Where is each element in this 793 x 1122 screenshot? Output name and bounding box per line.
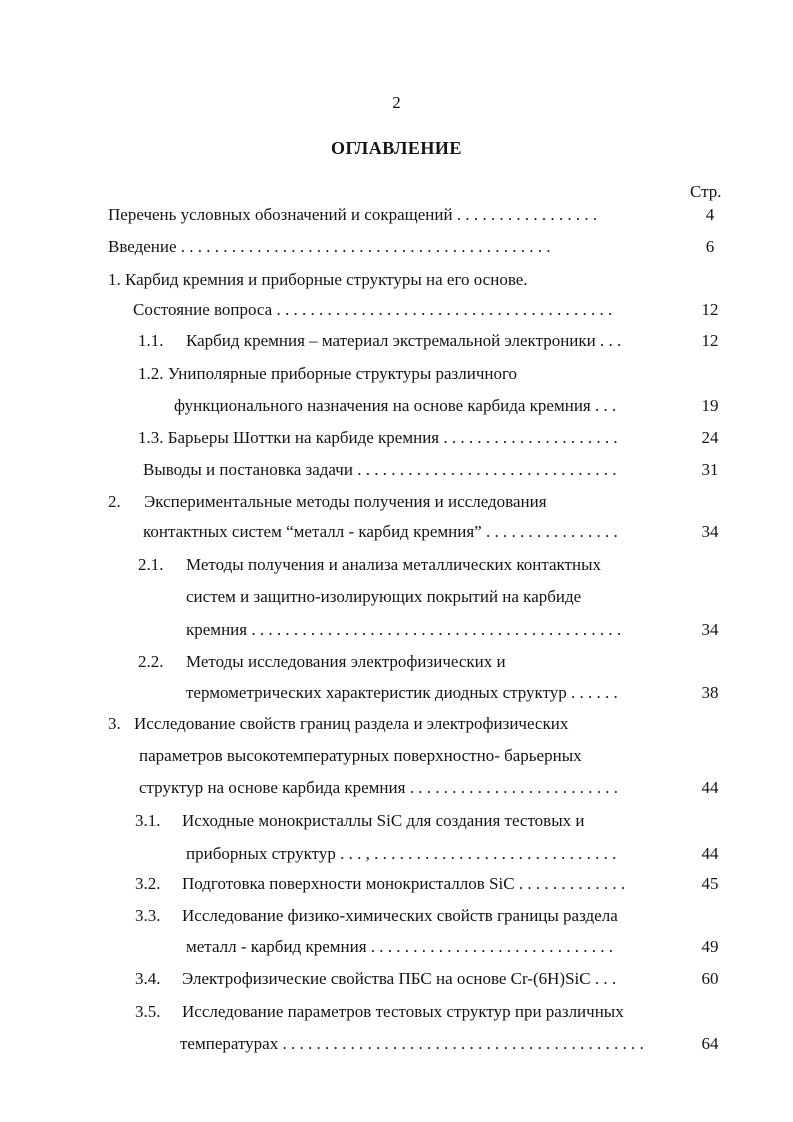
toc-entry-text: Методы получения и анализа металлических контактных bbox=[186, 555, 601, 574]
page-title: ОГЛАВЛЕНИЕ bbox=[331, 138, 462, 158]
toc-entry bbox=[186, 683, 618, 703]
toc-entry-text: Исследование физико-химических свойств границы раздела bbox=[182, 906, 618, 925]
toc-page-number: 49 bbox=[701, 937, 719, 956]
toc-leader-dots: . . . bbox=[600, 331, 622, 350]
toc-entry bbox=[108, 492, 547, 512]
toc-entry bbox=[143, 460, 616, 480]
toc-entry-text: структур на основе карбида кремния bbox=[139, 778, 406, 797]
toc-entry-text: температурах bbox=[180, 1034, 279, 1053]
toc-entry-text: контактных систем “металл - карбид кремния” bbox=[143, 522, 482, 541]
toc-entry-text: 1. Карбид кремния и приборные структуры на его основе. bbox=[108, 270, 528, 289]
toc-entry bbox=[138, 364, 517, 384]
toc-entry-text: Подготовка поверхности монокристаллов SiC bbox=[182, 874, 515, 893]
toc-leader-dots: . . . . . . . . . . . . . . . . . . . . . bbox=[443, 428, 618, 447]
toc-entry-text: Исходные монокристаллы SiC для создания тестовых и bbox=[182, 811, 585, 830]
toc-entry-number: 3.3. bbox=[135, 906, 161, 925]
toc-entry-text: 1.2. Униполярные приборные структуры различного bbox=[138, 364, 518, 383]
toc-entry bbox=[138, 428, 618, 448]
toc-page-number: 38 bbox=[701, 683, 719, 702]
toc-entry-number: 3.2. bbox=[135, 874, 161, 893]
toc-leader-dots: . . . . . . . . . . . . . . . . . . . . . . . . . . . . . . . . . . . . . . . . . . . bbox=[282, 1034, 644, 1053]
toc-entry-text: функционального назначения на основе карбида кремния bbox=[174, 396, 591, 415]
toc-page-number: 19 bbox=[701, 396, 719, 415]
toc-entry bbox=[133, 300, 612, 320]
toc-page-number: 31 bbox=[701, 460, 719, 479]
toc-leader-dots: . . . bbox=[595, 396, 617, 415]
toc-entry bbox=[186, 620, 621, 640]
toc-entry-text: Введение bbox=[108, 237, 177, 256]
toc-entry bbox=[139, 746, 582, 766]
toc-page-number: 45 bbox=[701, 874, 719, 893]
toc-entry bbox=[138, 652, 506, 672]
toc-leader-dots: . . . . . . . . . . . . . . . . . . . . . . . . . . . . . . . bbox=[357, 460, 617, 479]
toc-leader-dots: . . . . . . . . . . . . . . . . . . . . . . . . . . . . . . . . . . . . . . . . . . . . bbox=[251, 620, 622, 639]
toc-entry bbox=[135, 811, 584, 831]
toc-entry-number: 3. bbox=[108, 714, 121, 733]
toc-entry-text: металл - карбид кремния bbox=[186, 937, 367, 956]
toc-entry bbox=[138, 331, 621, 351]
toc-page-number: 24 bbox=[701, 428, 719, 447]
toc-page-number: 12 bbox=[701, 300, 719, 319]
toc-entry bbox=[139, 778, 618, 798]
page-column-header: Стр. bbox=[690, 182, 722, 201]
toc-leader-dots: . . . . . . . . . . . . . . . . . bbox=[456, 205, 598, 224]
page-number: 2 bbox=[392, 93, 401, 112]
toc-entry-text: приборных структур bbox=[186, 844, 336, 863]
toc-leader-dots: . . . . . . . . . . . . . . . . . . . . . . . . . bbox=[409, 778, 618, 797]
toc-entry bbox=[138, 555, 601, 575]
toc-entry-text: термометрических характеристик диодных структур bbox=[186, 683, 567, 702]
toc-entry bbox=[186, 587, 581, 607]
toc-entry-text: Выводы и постановка задачи bbox=[143, 460, 353, 479]
toc-entry-number: 2. bbox=[108, 492, 121, 511]
toc-entry bbox=[186, 937, 613, 957]
toc-entry-number: 2.2. bbox=[138, 652, 164, 671]
toc-leader-dots: . . . . . . . . . . . . . bbox=[518, 874, 626, 893]
toc-entry-text: Состояние вопроса bbox=[133, 300, 273, 319]
toc-page-number: 34 bbox=[701, 522, 719, 541]
toc-page-number: 60 bbox=[701, 969, 719, 988]
toc-entry-number: 3.1. bbox=[135, 811, 161, 830]
toc-entry-text: параметров высокотемпературных поверхностно- барьерных bbox=[139, 746, 582, 765]
toc-page-number: 44 bbox=[701, 778, 719, 797]
toc-entry-text: Карбид кремния – материал экстремальной электроники bbox=[186, 331, 596, 350]
toc-leader-dots: . . . . . . . . . . . . . . . . . . . . . . . . . . . . . . . . . . . . . . . . bbox=[276, 300, 613, 319]
toc-entry bbox=[135, 969, 616, 989]
toc-entry bbox=[108, 714, 568, 734]
toc-leader-dots: . . . bbox=[594, 969, 617, 988]
toc-entry-text: Исследование параметров тестовых структур при различных bbox=[182, 1002, 624, 1021]
toc-entry bbox=[108, 270, 528, 290]
toc-entry bbox=[135, 906, 618, 926]
toc-entry bbox=[186, 844, 616, 864]
toc-entry-number: 3.4. bbox=[135, 969, 161, 988]
toc-leader-dots: . . . . . . . . . . . . . . . . . . . . . . . . . . . . . . . . . . . . . . . . . . . . bbox=[180, 237, 551, 256]
toc-entry-text: Перечень условных обозначений и сокращений bbox=[108, 205, 453, 224]
toc-leader-dots: . . . . . . . . . . . . . . . . bbox=[485, 522, 618, 541]
toc-leader-dots: . . . . . . . . . . . . . . . . . . . . . . . . . . . . . bbox=[370, 937, 614, 956]
toc-entry-number: 1.1. bbox=[138, 331, 164, 350]
toc-entry-text: Электрофизические свойства ПБС на основе Cr-(6H)SiC bbox=[182, 969, 591, 988]
toc-leader-dots: . . . . . . bbox=[571, 683, 618, 702]
toc-entry-text: систем и защитно-изолирующих покрытий на карбиде bbox=[186, 587, 582, 606]
toc-entry bbox=[108, 205, 597, 225]
toc-entry bbox=[180, 1034, 644, 1054]
toc-page-number: 34 bbox=[701, 620, 719, 639]
toc-page-number: 6 bbox=[705, 237, 715, 256]
toc-entry bbox=[135, 874, 625, 894]
toc-entry-text: Методы исследования электрофизических и bbox=[186, 652, 506, 671]
toc-page-number: 12 bbox=[701, 331, 719, 350]
toc-entry-text: кремния bbox=[186, 620, 248, 639]
toc-entry-text: Экспериментальные методы получения и исследования bbox=[144, 492, 547, 511]
toc-entry bbox=[143, 522, 618, 542]
toc-entry bbox=[135, 1002, 624, 1022]
toc-page-number: 44 bbox=[701, 844, 719, 863]
toc-entry-number: 3.5. bbox=[135, 1002, 161, 1021]
toc-leader-dots: . . . , . . . . . . . . . . . . . . . . . . . . . . . . . . . . . bbox=[340, 844, 617, 863]
toc-entry bbox=[174, 396, 616, 416]
toc-entry-number: 2.1. bbox=[138, 555, 164, 574]
toc-page-number: 4 bbox=[705, 205, 715, 224]
toc-entry-text: 1.3. Барьеры Шоттки на карбиде кремния bbox=[138, 428, 440, 447]
toc-entry-text: Исследование свойств границ раздела и электрофизических bbox=[134, 714, 569, 733]
toc-entry bbox=[108, 237, 551, 257]
toc-page-number: 64 bbox=[701, 1034, 719, 1053]
